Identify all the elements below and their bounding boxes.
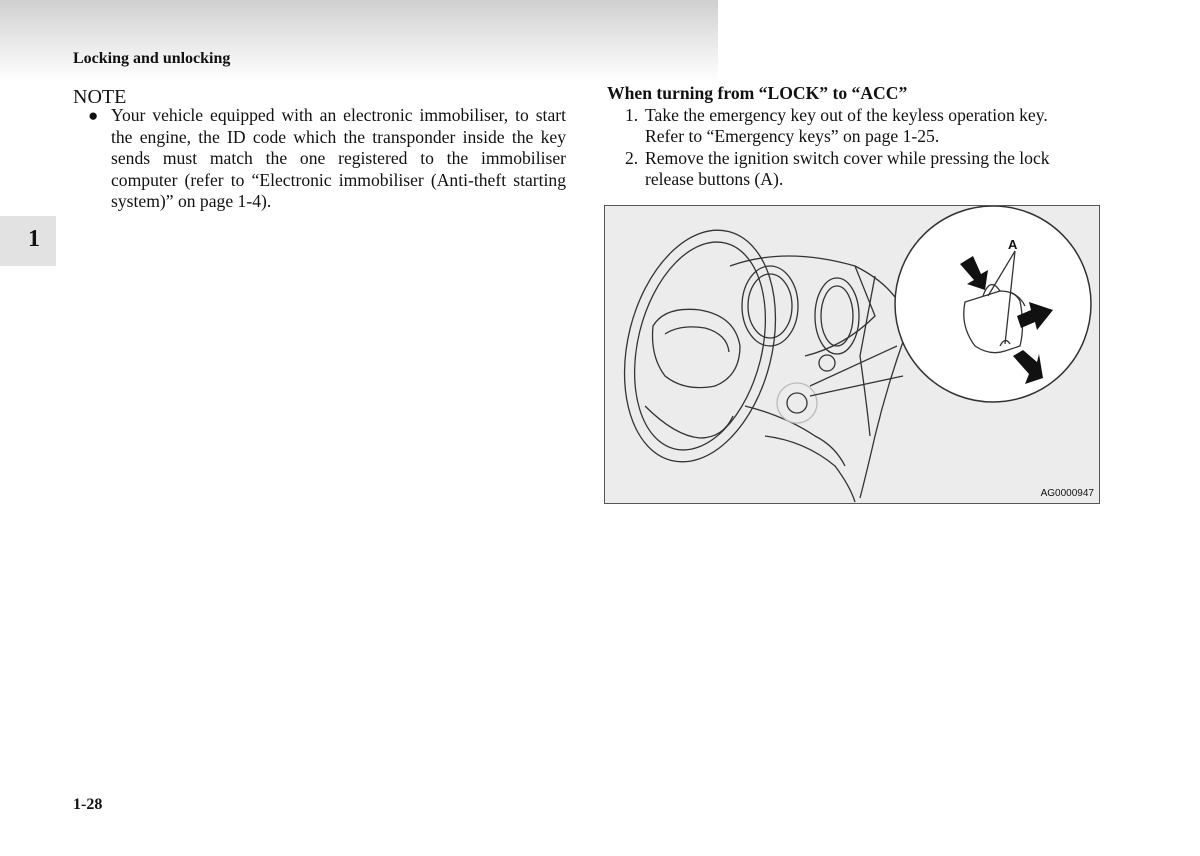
note-item: [88, 105, 566, 213]
note-body: [88, 105, 566, 213]
step-text-line2: Refer to “Emergency keys” on page 1-25.: [645, 126, 940, 147]
procedure-section: [607, 83, 1107, 191]
note-label: NOTE: [73, 86, 127, 108]
filled-circle-bullet-icon: ●: [88, 106, 99, 125]
step-text-line2: release buttons (A).: [645, 169, 784, 190]
step-number: 1.: [625, 104, 639, 125]
step-text-line1: Take the emergency key out of the keyless operation key.: [645, 104, 1048, 125]
header-band: [0, 0, 718, 82]
step-text-line1: Remove the ignition switch cover while pressing the lock: [645, 147, 1050, 168]
step-item: [607, 148, 1107, 191]
figure-code: AG0000947: [1040, 488, 1094, 499]
chapter-number: 1: [28, 226, 40, 252]
procedure-heading: When turning from “LOCK” to “ACC”: [607, 83, 908, 103]
step-number: 2.: [625, 147, 639, 168]
step-item: [607, 105, 1107, 148]
dashboard-illustration: [605, 206, 1101, 505]
ignition-switch: [787, 393, 807, 413]
note-text: Your vehicle equipped with an electronic immobiliser, to start the engine, the ID code which the transponder inside the key sends must match the one registered to the immobiliser computer (refer to “Electronic immobiliser (Anti-theft starting system)” on page 1-4).: [111, 105, 566, 212]
chapter-tab: [0, 216, 56, 266]
ignition-switch-figure: [604, 205, 1100, 504]
callout-label-a: A: [1008, 237, 1018, 252]
detail-magnifier: [895, 206, 1091, 402]
page-number: 1-28: [73, 796, 103, 813]
section-title: Locking and unlocking: [73, 50, 231, 67]
procedure-steps: [607, 105, 1107, 191]
